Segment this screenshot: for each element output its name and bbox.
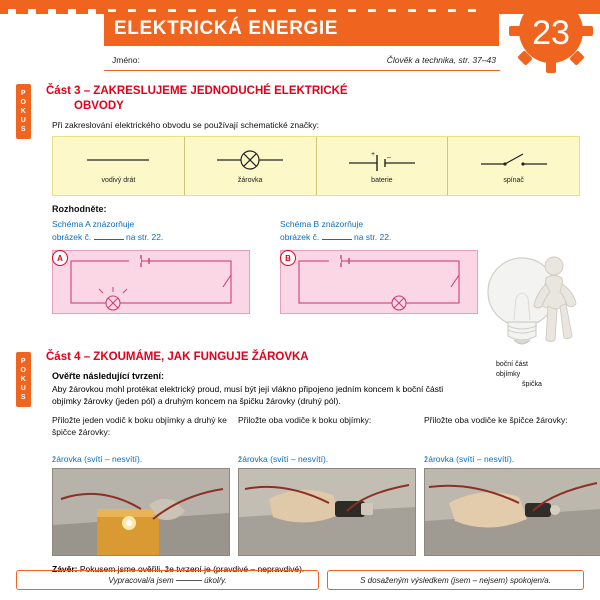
schema-b-line2-post: na str. 22. [353, 232, 392, 242]
schema-a-text [52, 218, 262, 244]
experiment-photo-1 [52, 468, 230, 556]
circuit-diagram-b [280, 250, 478, 314]
schema-a-line1: Schéma A znázorňuje [52, 219, 135, 229]
name-and-source-row [104, 50, 500, 71]
part-3-title-line2: OBVODY [74, 100, 124, 112]
experiment-instruction-1: Přiložte jeden vodič k boku objímky a druhý ke špičce žárovky: [52, 415, 227, 437]
schema-badge-b: B [280, 250, 296, 266]
experiment-instruction-2: Přiložte oba vodiče k boku objímky: [238, 415, 372, 425]
worksheet-body [16, 84, 584, 574]
bulb-label-side: boční část [496, 361, 528, 368]
experiment-photo-3 [424, 468, 600, 556]
footer-right-text: S dosaženým výsledkem (jsem – nejsem) spokojen/a. [360, 575, 551, 585]
part-4-title: Část 4 – ZKOUMÁME, JAK FUNGUJE ŽÁROVKA [46, 351, 309, 363]
page-number-badge [508, 0, 594, 74]
page-header [0, 0, 600, 74]
symbol-cell-switch [448, 137, 579, 195]
bulb-illustration-icon [468, 240, 588, 360]
section-part-4 [16, 350, 584, 574]
footer-task-box[interactable] [16, 570, 319, 590]
symbol-cell-battery [317, 137, 449, 195]
photo-bulb-holder-1-icon [53, 469, 229, 555]
verify-label: Ověřte následující tvrzení: [52, 371, 165, 381]
experiment-column-2 [238, 415, 414, 556]
experiment-instruction-3: Přiložte oba vodiče ke špičce žárovky: [424, 415, 568, 425]
schema-a-line2-pre: obrázek č. [52, 232, 92, 242]
schema-b-line2 [280, 231, 490, 244]
switch-symbol-icon [479, 149, 549, 171]
symbol-caption-switch: spínač [503, 176, 524, 184]
part-3-title-line1: Část 3 – ZAKRESLUJEME JEDNODUCHÉ ELEKTRICKÉ [46, 85, 348, 97]
bulb-label-tip: špička [522, 381, 542, 388]
symbol-cell-wire [53, 137, 185, 195]
experiment-column-1 [52, 415, 228, 556]
footer-left-post: úkol/y. [204, 575, 227, 585]
bulb-symbol-icon [215, 149, 285, 171]
experiment-columns [52, 415, 584, 556]
bulb-with-figure-illustration [468, 240, 588, 360]
schema-a-line2 [52, 231, 262, 244]
schema-b-answer-blank[interactable] [322, 239, 352, 240]
symbol-cell-bulb [185, 137, 317, 195]
circuit-b-svg [281, 251, 477, 313]
battery-symbol-icon [347, 149, 417, 171]
photo-bulb-holder-3-icon [425, 469, 600, 555]
symbol-caption-battery: baterie [371, 176, 393, 184]
schema-b-line1: Schéma B znázorňuje [280, 219, 364, 229]
pokus-tab-part-4: P O K U S [16, 352, 31, 407]
schema-a-answer-blank[interactable] [94, 239, 124, 240]
bulb-label-side-2: objímky [496, 371, 521, 378]
conclusion-label: Závěr: [52, 564, 78, 574]
wire-symbol-icon [83, 149, 153, 171]
experiment-answer-1[interactable]: žárovka (svítí – nesvítí). [52, 454, 143, 464]
symbol-caption-bulb: žárovka [237, 176, 263, 184]
circuit-a-svg [53, 251, 249, 313]
footer-satisfaction-box[interactable] [327, 570, 584, 590]
circuit-diagram-a [52, 250, 250, 314]
symbol-caption-wire: vodivý drát [101, 176, 136, 184]
schema-a-line2-post: na str. 22. [125, 232, 164, 242]
svg-text:_: _ [386, 150, 391, 158]
experiment-answer-3[interactable]: žárovka (svítí – nesvítí). [424, 454, 515, 464]
schema-column-b [280, 218, 490, 314]
photo-bulb-holder-2-icon [239, 469, 415, 555]
svg-text:+: + [370, 150, 375, 158]
part-3-title [46, 84, 584, 114]
footer-task-blank[interactable] [176, 580, 202, 581]
schematic-symbols-box [52, 136, 580, 196]
experiment-answer-2[interactable]: žárovka (svítí – nesvítí). [238, 454, 329, 464]
schema-badge-a: A [52, 250, 68, 266]
experiment-photo-2 [238, 468, 416, 556]
decide-label: Rozhodněte: [52, 204, 107, 214]
schema-b-line2-pre: obrázek č. [280, 232, 320, 242]
footer-row [16, 570, 584, 590]
page-title: ELEKTRICKÁ ENERGIE [104, 12, 499, 46]
claim-text: Aby žárovkou mohl protékat elektrický proud, musí být její vlákno připojeno jedním koncem k boční části objímky žárovky (jeden pól) a druhým koncem na špičku žárovky (druhý pól). [52, 384, 444, 406]
page-number: 23 [532, 13, 570, 52]
name-label: Jméno: [112, 55, 140, 65]
schema-column-a [52, 218, 262, 314]
part-3-lead-text: Při zakreslování elektrického obvodu se používají schematické značky: [52, 120, 319, 130]
conclusion-text[interactable]: Pokusem jsme ověřili, že tvrzení je (pravdivé – nepravdivé). [79, 564, 305, 574]
pokus-tab-part-3: P O K U S [16, 84, 31, 139]
experiment-column-3 [424, 415, 600, 556]
source-reference: Člověk a technika, str. 37–43 [386, 55, 496, 65]
footer-left-pre: Vypracoval/a jsem [108, 575, 174, 585]
schema-b-text [280, 218, 490, 244]
